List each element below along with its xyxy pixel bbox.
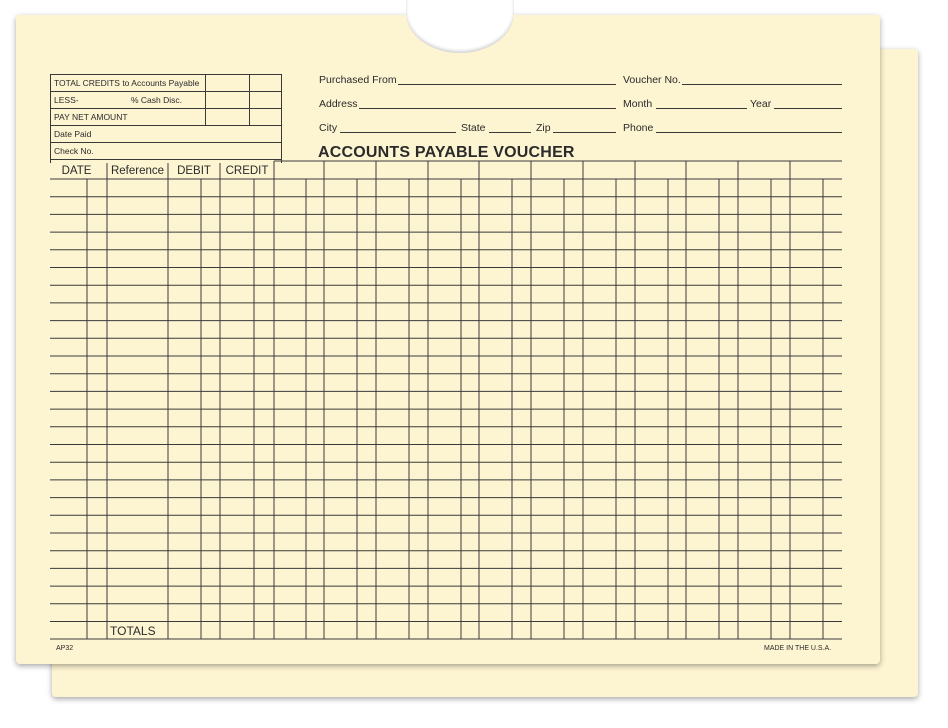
- zip-label: Zip: [536, 122, 551, 134]
- form-code: AP32: [56, 645, 74, 652]
- total-credits-label: TOTAL CREDITS to Accounts Payable: [51, 75, 206, 92]
- month-label: Month: [623, 98, 653, 110]
- check-no-label: Check No.: [51, 143, 281, 160]
- made-in-usa: MADE IN THE U.S.A.: [764, 645, 832, 652]
- credit-column-header: CREDIT: [225, 165, 269, 177]
- city-label: City: [319, 122, 338, 134]
- purchased-from-label: Purchased From: [319, 74, 397, 86]
- cash-disc-label: % Cash Disc.: [131, 95, 183, 105]
- phone-label: Phone: [623, 122, 654, 134]
- less-label: LESS-: [54, 95, 79, 105]
- debit-column-header: DEBIT: [177, 165, 211, 177]
- form-title: ACCOUNTS PAYABLE VOUCHER: [318, 144, 575, 161]
- totals-label: TOTALS: [110, 624, 156, 638]
- pay-net-label: PAY NET AMOUNT: [51, 109, 206, 126]
- voucher-no-label: Voucher No.: [623, 74, 681, 86]
- year-label: Year: [750, 98, 772, 110]
- reference-column-header: Reference: [110, 165, 165, 177]
- ledger-grid: [16, 15, 880, 664]
- voucher-folder: [16, 15, 880, 664]
- address-label: Address: [319, 98, 358, 110]
- date-paid-label: Date Paid: [51, 126, 281, 143]
- state-label: State: [461, 122, 486, 134]
- date-column-header: DATE: [61, 165, 92, 177]
